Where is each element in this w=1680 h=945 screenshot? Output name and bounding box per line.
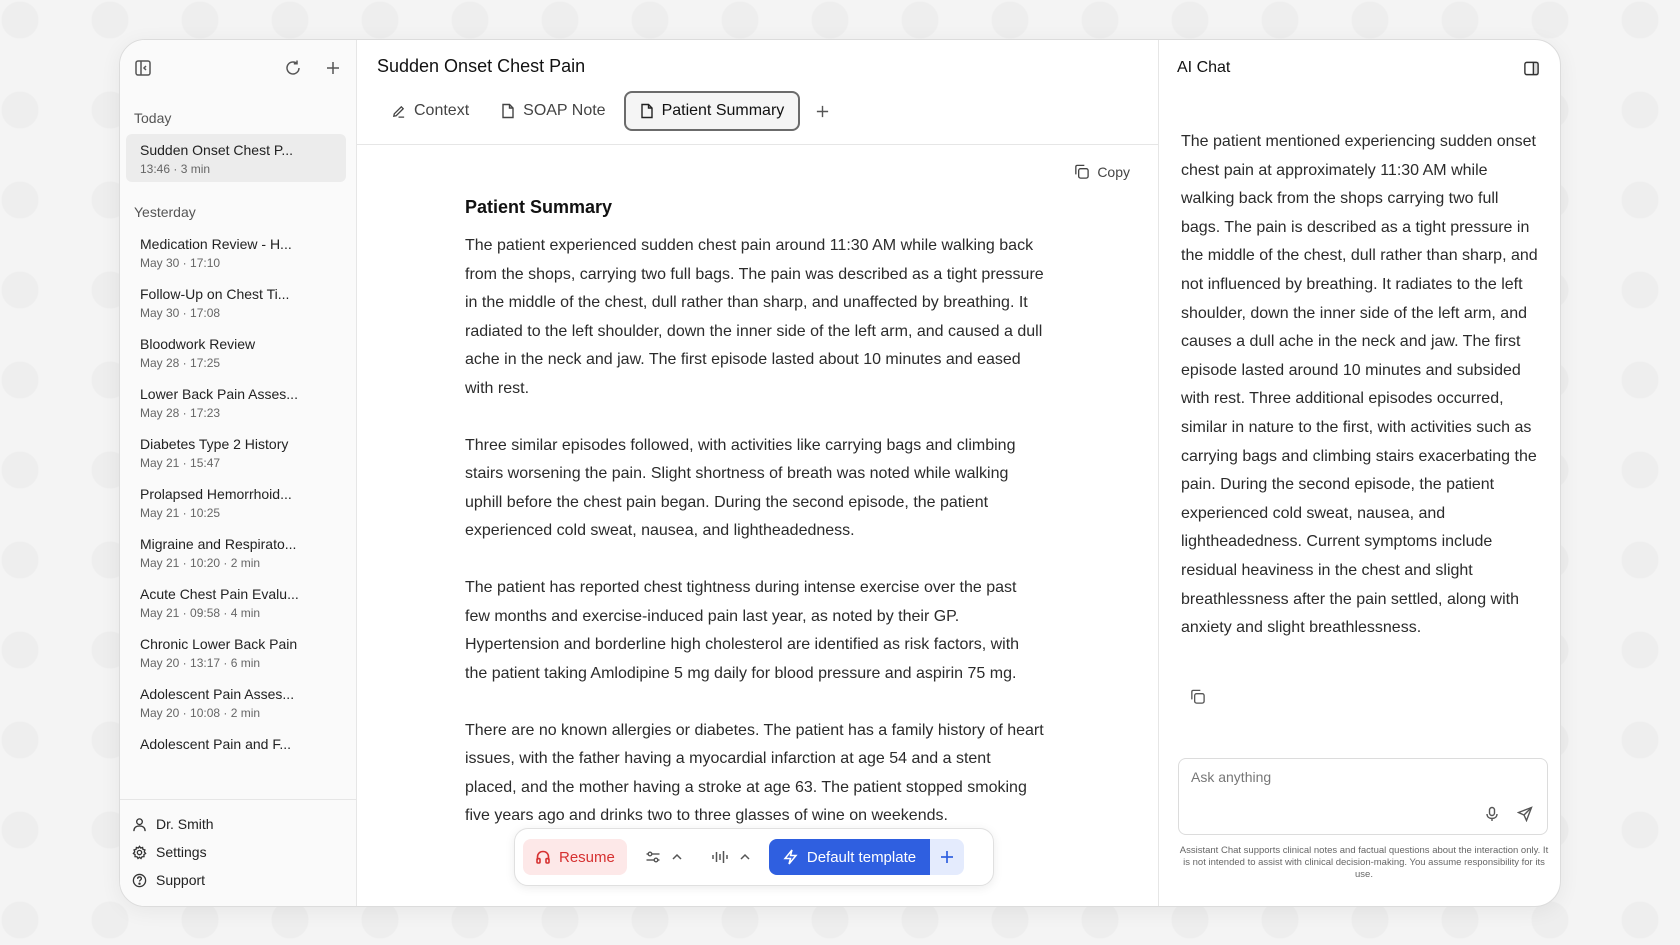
session-title: Lower Back Pain Asses... [140,386,298,402]
copy-label: Copy [1097,163,1130,180]
tab-label: SOAP Note [523,102,606,119]
help-circle-icon [132,873,147,888]
chat-input-box [1178,758,1548,835]
session-meta: May 28 · 17:23 [140,406,221,420]
resume-label: Resume [559,848,615,866]
session-title: Adolescent Pain and F... [140,736,291,752]
support-label: Support [156,872,206,888]
session-meta: May 21 · 15:47 [140,456,221,470]
session-item[interactable] [126,228,346,276]
session-meta: May 28 · 17:25 [140,356,221,370]
session-item[interactable] [126,578,346,626]
copy-icon [1189,688,1206,705]
session-item[interactable] [126,328,346,376]
session-meta: May 21 · 10:25 [140,506,221,520]
headphones-icon [535,849,551,865]
assistant-message: The patient mentioned experiencing sudden onset chest pain at approximately 11:30 AM while walking back from the shops carrying two full bags. The pain is described as a tight pressure in the middle of the chest, dull rather than sharp, and not influenced by breathing. It radiates to the left shoulder, down the inner side of the left arm, and causes a dull ache in the neck and jaw. The first episode lasted around 10 minutes and subsided with rest. Three additional episodes occurred, similar in nature to the first, with activities such as carrying bags and climbing stairs exacerbating the pain. During the second episode, the patient experienced cold sweat, nausea, and lightheadedness. Current symptoms include residual heaviness in the chest and slight breathlessness after the pain settled, along with anxiety and slight breathlessness. [1181,133,1538,637]
user-name: Dr. Smith [156,816,214,832]
main-panel [357,40,1159,906]
session-list [120,96,356,799]
session-title: Sudden Onset Chest P... [140,142,294,158]
user-profile-link[interactable] [132,810,350,838]
tab-bar [377,91,1138,131]
session-title: Migraine and Respirato... [140,536,297,552]
toggle-panel-icon[interactable] [1520,57,1542,79]
session-item[interactable] [126,134,346,182]
session-item[interactable] [126,764,346,782]
summary-paragraph: Three similar episodes followed, with activities like carrying bags and climbing stairs worsening the pain. Slight shortness of breath was noted while walking uphill before the chest pain began. During the second episode, the patient experienced cold sweat, nausea, and lightheadedness. [465,436,1016,539]
tab-context[interactable] [377,91,483,131]
settings-label: Settings [156,844,207,860]
session-title: Chronic Lower Back Pain [140,636,298,652]
gear-icon [132,845,147,860]
session-title: Acute Chest Pain Evalu... [140,586,299,602]
session-item[interactable] [126,728,346,762]
summary-content [357,145,1158,906]
list-fade [120,781,356,799]
send-icon[interactable] [1517,806,1533,822]
audio-level-button[interactable] [701,839,761,875]
copy-icon [1073,163,1090,180]
session-meta: May 20 · 10:08 · 2 min [140,706,261,720]
session-meta: 13:46 · 3 min [140,162,211,176]
lightning-icon [783,849,798,865]
session-item[interactable] [126,528,346,576]
session-meta: May 30 · 17:10 [140,256,221,270]
session-item[interactable] [126,378,346,426]
input-actions [1485,806,1533,822]
session-title: Diabetes Type 2 History [140,436,289,452]
template-label: Default template [806,848,917,866]
summary-paragraph: The patient has reported chest tightness during intense exercise over the past few months and exercise-induced pain last year, as noted by their GP. Hypertension and borderline high cholesterol are identified as risk factors, with the patient taking Amlodipine 5 mg daily for blood pressure and aspirin 75 mg. [465,579,1020,682]
session-title: Prolapsed Hemorrhoid... [140,486,292,502]
sidebar-toolbar [120,40,356,96]
session-item[interactable] [126,428,346,476]
document-icon [501,103,515,119]
session-title: Medication Review - H... [140,236,292,252]
session-meta: May 30 · 17:08 [140,306,221,320]
waveform-icon [711,849,729,865]
chat-header [1159,40,1560,96]
recording-toolbar [514,828,994,886]
session-item[interactable] [126,678,346,726]
document-icon [640,103,654,119]
add-tab-button[interactable] [808,97,836,125]
summary-heading: Patient Summary [465,197,613,217]
copy-button[interactable] [1073,163,1130,180]
chat-disclaimer: Assistant Chat supports clinical notes and factual questions about the interaction only. It is not intended to assist with clinical decision-making. You assume responsibility for its use. [1179,845,1549,880]
copy-message-button[interactable] [1189,688,1206,705]
tab-label: Patient Summary [661,102,785,119]
session-title: Adolescent Pain Asses... [140,686,295,702]
section-label-today: Today [134,110,172,126]
template-button[interactable] [769,839,930,875]
sidebar-footer [120,799,356,906]
session-title: Follow-Up on Chest Ti... [140,286,290,302]
add-template-button[interactable] [930,839,964,875]
microphone-icon[interactable] [1485,806,1499,822]
session-title: Bloodwork Review [140,336,256,352]
chat-title: AI Chat [1177,59,1231,76]
settings-link[interactable] [132,838,350,866]
session-meta: May 21 · 09:58 · 4 min [140,606,261,620]
session-item[interactable] [126,278,346,326]
chevron-up-icon [739,851,751,863]
summary-paragraph: The patient experienced sudden chest pain around 11:30 AM while walking back from the shops, carrying two full bags. The pain was described as a tight pressure in the middle of the chest, dull rather than sharp, and unaffected by breathing. It radiated to the left shoulder, down the inner side of the left arm, and caused a dull ache in the neck and jaw. The first episode lasted about 10 minutes and eased with rest. [465,237,1044,397]
tab-label: Context [414,102,470,119]
input-settings-button[interactable] [635,839,693,875]
sidebar [120,40,357,906]
page-title: Sudden Onset Chest Pain [377,56,586,76]
new-session-icon[interactable] [322,57,344,79]
collapse-sidebar-icon[interactable] [132,57,154,79]
session-meta: May 20 · 13:17 · 6 min [140,656,261,670]
tab-soap-note[interactable] [487,91,619,131]
resume-button[interactable] [523,839,627,875]
support-link[interactable] [132,866,350,894]
refresh-icon[interactable] [282,57,304,79]
sliders-icon [645,849,661,865]
chat-input[interactable] [1191,769,1535,793]
section-label-yesterday: Yesterday [134,204,196,220]
session-meta: May 21 · 10:20 · 2 min [140,556,261,570]
patient-summary [465,197,1045,859]
session-item[interactable] [126,628,346,676]
app-window [119,39,1561,907]
chevron-up-icon [671,851,683,863]
tab-patient-summary[interactable] [624,91,801,131]
ai-chat-panel [1159,40,1560,906]
summary-paragraph: There are no known allergies or diabetes. The patient has a family history of heart issues, with the father having a myocardial infarction at age 54 and a stent placed, and the mother having a stroke at age 63. The patient stopped smoking five years ago and drinks two to three glasses of wine on weekends. [465,721,1044,824]
pencil-icon [391,104,406,119]
session-item[interactable] [126,478,346,526]
main-header [357,40,1158,145]
user-icon [132,817,147,832]
